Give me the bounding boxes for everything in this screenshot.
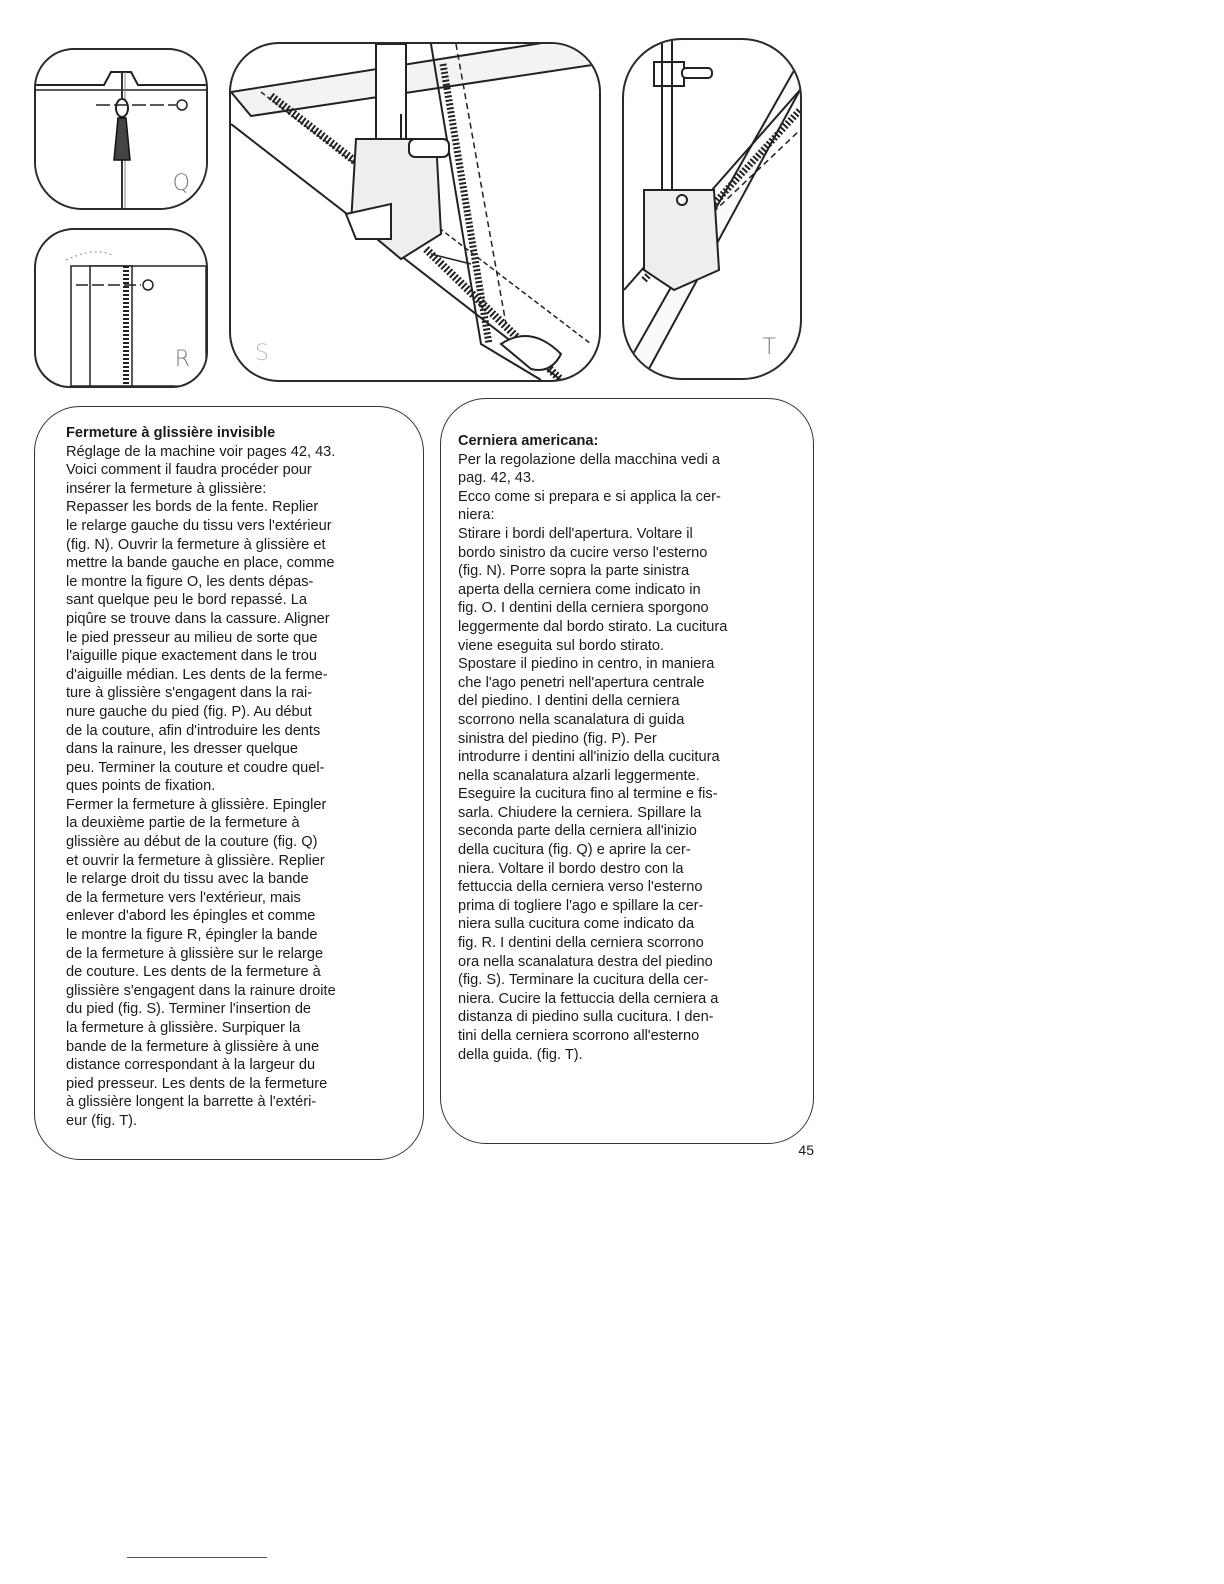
french-text-line: distance correspondant à la largeur du <box>66 1057 316 1074</box>
italian-text-line: viene eseguita sul bordo stirato. <box>458 637 665 654</box>
italian-text-line: introdurre i dentini all'inizio della cucitura <box>458 749 720 766</box>
italian-text-line: Eseguire la cucitura fino al termine e fis- <box>458 786 718 803</box>
italian-text-line: niera. Voltare il bordo destro con la <box>458 860 684 877</box>
french-text-line: de la fermeture vers l'extérieur, mais <box>66 889 301 906</box>
italian-text-line: nella scanalatura alzarli leggermente. <box>458 767 700 784</box>
french-text-line: le pied presseur au milieu de sorte que <box>66 629 318 646</box>
page-number: 45 <box>798 1142 814 1158</box>
french-text-line: de la fermeture à glissière sur le relarge <box>66 945 324 962</box>
french-text-line: l'aiguille pique exactement dans le trou <box>66 648 318 665</box>
french-text-line: (fig. N). Ouvrir la fermeture à glissière et <box>66 536 326 553</box>
italian-text-line: scorrono nella scanalatura di guida <box>458 711 685 728</box>
italian-text-line: della cucitura (fig. Q) e aprire la cer- <box>458 842 691 859</box>
figure-r-letter: R <box>174 347 190 372</box>
italian-text-line: seconda parte della cerniera all'inizio <box>458 823 697 840</box>
french-text-line: ques points de fixation. <box>66 778 216 795</box>
figure-s-illustration <box>231 44 599 380</box>
french-text-line: dans la rainure, les dresser quelque <box>66 741 299 758</box>
italian-text-line: (fig. N). Porre sopra la parte sinistra <box>458 563 690 580</box>
french-text-line: bande de la fermeture à glissière à une <box>66 1038 320 1055</box>
italian-text-line: niera: <box>458 507 495 524</box>
french-text-line: le relarge droit du tissu avec la bande <box>66 871 309 888</box>
italian-text-line: che l'ago penetri nell'apertura centrale <box>458 674 705 691</box>
french-text-line: à glissière longent la barrette à l'extéri- <box>66 1094 317 1111</box>
footer-divider <box>127 1557 267 1558</box>
italian-text-line: niera. Cucire la fettuccia della cerniera a <box>458 990 719 1007</box>
italian-text-line: sinistra del piedino (fig. P). Per <box>458 730 657 747</box>
italian-text-line: bordo sinistro da cucire verso l'esterno <box>458 544 708 561</box>
figure-q-letter: Q <box>172 171 190 196</box>
french-text-line: de couture. Les dents de la fermeture à <box>66 964 321 981</box>
french-text-line: glissière s'engagent dans la rainure droite <box>66 982 336 999</box>
figure-r <box>34 228 208 388</box>
italian-text-line: fig. R. I dentini della cerniera scorrono <box>458 935 704 952</box>
figure-t <box>622 38 802 380</box>
figure-q <box>34 48 208 210</box>
italian-text-line: fig. O. I dentini della cerniera sporgono <box>458 600 709 617</box>
italian-text-line: Spostare il piedino in centro, in maniera <box>458 656 715 673</box>
french-text-line: nure gauche du pied (fig. P). Au début <box>66 703 312 720</box>
french-text-line: pied presseur. Les dents de la fermeture <box>66 1075 328 1092</box>
french-text-line: mettre la bande gauche en place, comme <box>66 555 335 572</box>
italian-text-line: Per la regolazione della macchina vedi a <box>458 451 721 468</box>
french-title: Fermeture à glissière invisible <box>66 425 276 441</box>
french-text-line: Réglage de la machine voir pages 42, 43. <box>66 443 336 460</box>
italian-text-line: Ecco come si prepara e si applica la cer- <box>458 488 721 505</box>
french-text-line: le montre la figure R, épingler la bande <box>66 927 318 944</box>
french-text-line: Repasser les bords de la fente. Replier <box>66 499 319 516</box>
italian-text-line: Stirare i bordi dell'apertura. Voltare il <box>458 525 693 542</box>
italian-text-line: aperta della cerniera come indicato in <box>458 581 701 598</box>
italian-title: Cerniera americana: <box>458 433 599 449</box>
italian-text-line: tini della cerniera scorrono all'esterno <box>458 1028 700 1044</box>
french-text-line: d'aiguille médian. Les dents de la ferme- <box>66 666 328 683</box>
french-text-line: Voici comment il faudra procéder pour <box>66 462 312 479</box>
french-text-line: de la couture, afin d'introduire les dents <box>66 722 321 739</box>
italian-text-line: niera sulla cucitura come indicato da <box>458 916 695 933</box>
french-text-line: glissière au début de la couture (fig. Q) <box>66 834 318 851</box>
italian-text-line: prima di togliere l'ago e spillare la cer- <box>458 897 704 914</box>
french-text-line: la deuxième partie de la fermeture à <box>66 815 300 832</box>
french-text-line: et ouvrir la fermeture à glissière. Replier <box>66 852 325 869</box>
french-text-line: le montre la figure O, les dents dépas- <box>66 573 314 590</box>
figure-s-letter: S <box>255 341 269 366</box>
french-text-line: piqûre se trouve dans la cassure. Aligner <box>66 610 330 627</box>
french-text-line: sant quelque peu le bord repassé. La <box>66 592 307 609</box>
italian-instructions-text <box>458 432 798 1064</box>
french-text-line: Fermer la fermeture à glissière. Epingler <box>66 796 327 813</box>
italian-text-line: pag. 42, 43. <box>458 470 536 487</box>
italian-text-line: sarla. Chiudere la cerniera. Spillare la <box>458 804 702 821</box>
figure-t-letter: T <box>762 335 776 360</box>
italian-text-line: (fig. S). Terminare la cucitura della cer- <box>458 972 709 989</box>
italian-text-line: leggermente dal bordo stirato. La cucitura <box>458 618 728 635</box>
figure-s <box>229 42 601 382</box>
italian-text-line: fettuccia della cerniera verso l'esterno <box>458 879 703 896</box>
french-text-line: eur (fig. T). <box>66 1112 138 1129</box>
french-instructions-text <box>66 424 406 1131</box>
italian-text-line: ora nella scanalatura destra del piedino <box>458 953 713 970</box>
french-text-line: la fermeture à glissière. Surpiquer la <box>66 1020 301 1036</box>
french-text-line: enlever d'abord les épingles et comme <box>66 908 316 925</box>
figure-t-illustration <box>624 40 800 378</box>
french-text-line: le relarge gauche du tissu vers l'extérieur <box>66 517 332 534</box>
italian-text-line: del piedino. I dentini della cerniera <box>458 693 680 710</box>
french-text-line: ture à glissière s'engagent dans la rai- <box>66 685 313 702</box>
french-text-line: peu. Terminer la couture et coudre quel- <box>66 759 325 776</box>
french-text-line: du pied (fig. S). Terminer l'insertion de <box>66 1001 312 1018</box>
italian-text-line: della guida. (fig. T). <box>458 1046 583 1063</box>
italian-text-line: distanza di piedino sulla cucitura. I den- <box>458 1009 714 1026</box>
french-text-line: insérer la fermeture à glissière: <box>66 480 267 497</box>
